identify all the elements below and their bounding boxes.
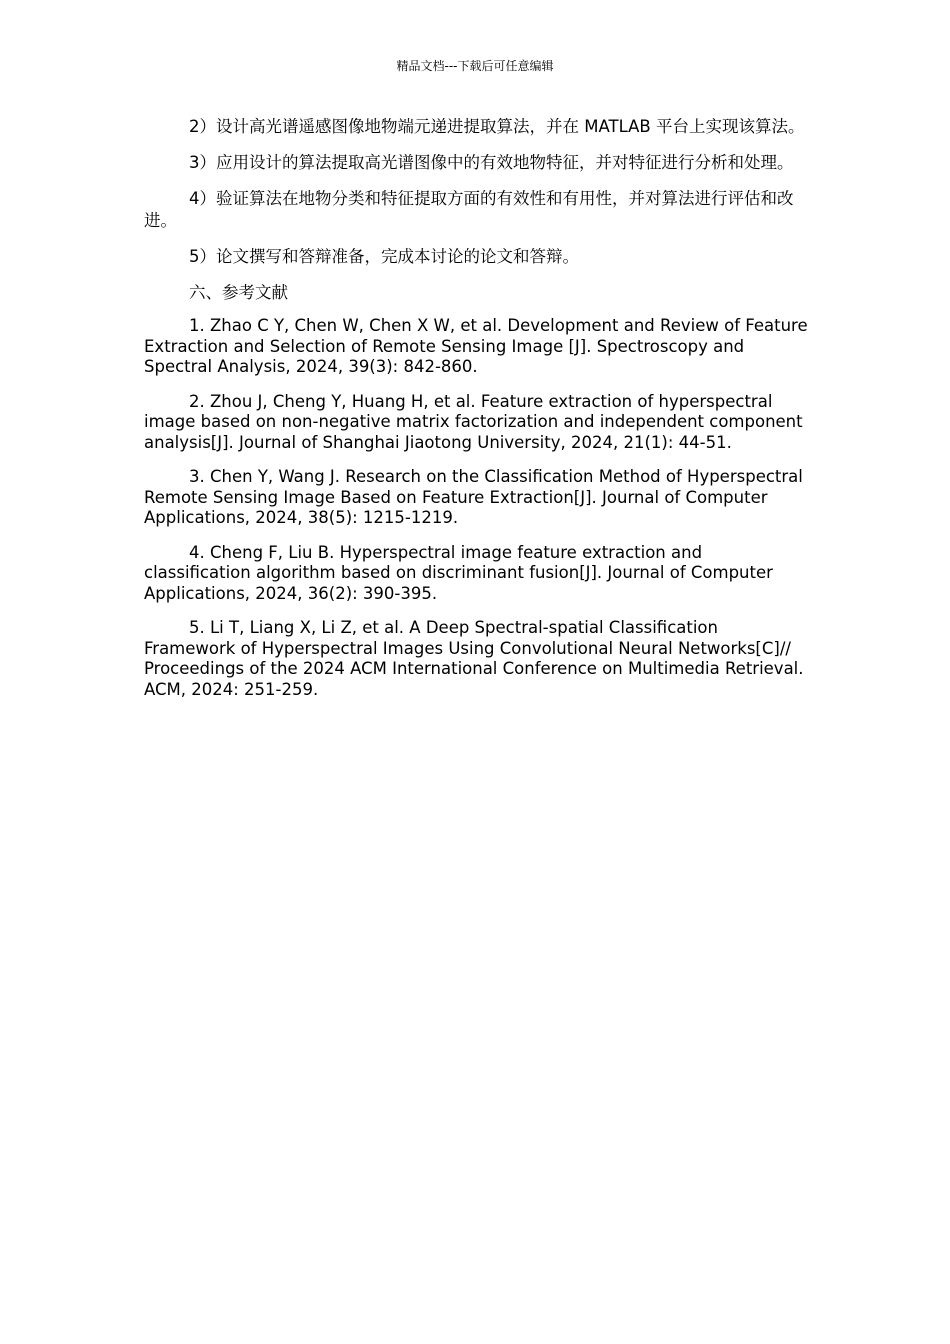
task-item-4: 4）验证算法在地物分类和特征提取方面的有效性和有用性，并对算法进行评估和改进。 <box>144 189 794 230</box>
reference-item-4: 4. Cheng F, Liu B. Hyperspectral image feature extraction and classification algorithm based on discriminant fusion[J]. Journal of Computer Applications, 2024, 36(2): 390-395. <box>144 542 773 603</box>
page-header: 精品文档---下载后可任意编辑 <box>396 59 554 73</box>
reference-item-5: 5. Li T, Liang X, Li Z, et al. A Deep Spectral-spatial Classification Framework of Hyperspectral Images Using Convolutional Neural Networks[C]// Proceedings of the 2024 ACM International Conference on Multimedia Retrieval. ACM, 2024: 251-259. <box>144 618 804 699</box>
references-heading: 六、参考文献 <box>189 283 288 302</box>
task-item-2: 2）设计高光谱遥感图像地物端元递进提取算法，并在 MATLAB 平台上实现该算法。 <box>189 117 805 136</box>
task-item-5: 5）论文撰写和答辩准备，完成本讨论的论文和答辩。 <box>189 247 579 266</box>
task-item-3: 3）应用设计的算法提取高光谱图像中的有效地物特征，并对特征进行分析和处理。 <box>189 153 794 172</box>
reference-item-2: 2. Zhou J, Cheng Y, Huang H, et al. Feature extraction of hyperspectral image based on non-negative matrix factorization and independent component analysis[J]. Journal of Shanghai Jiaotong University, 2024, 21(1): 44-51. <box>144 391 803 452</box>
reference-item-3: 3. Chen Y, Wang J. Research on the Classification Method of Hyperspectral Remote Sensing Image Based on Feature Extraction[J]. Journal of Computer Applications, 2024, 38(5): 1215-1219. <box>144 467 803 527</box>
document-body <box>144 116 810 714</box>
reference-item-1: 1. Zhao C Y, Chen W, Chen X W, et al. Development and Review of Feature Extraction and Selection of Remote Sensing Image [J]. Spectroscopy and Spectral Analysis, 2024, 39(3): 842-860. <box>144 316 808 376</box>
